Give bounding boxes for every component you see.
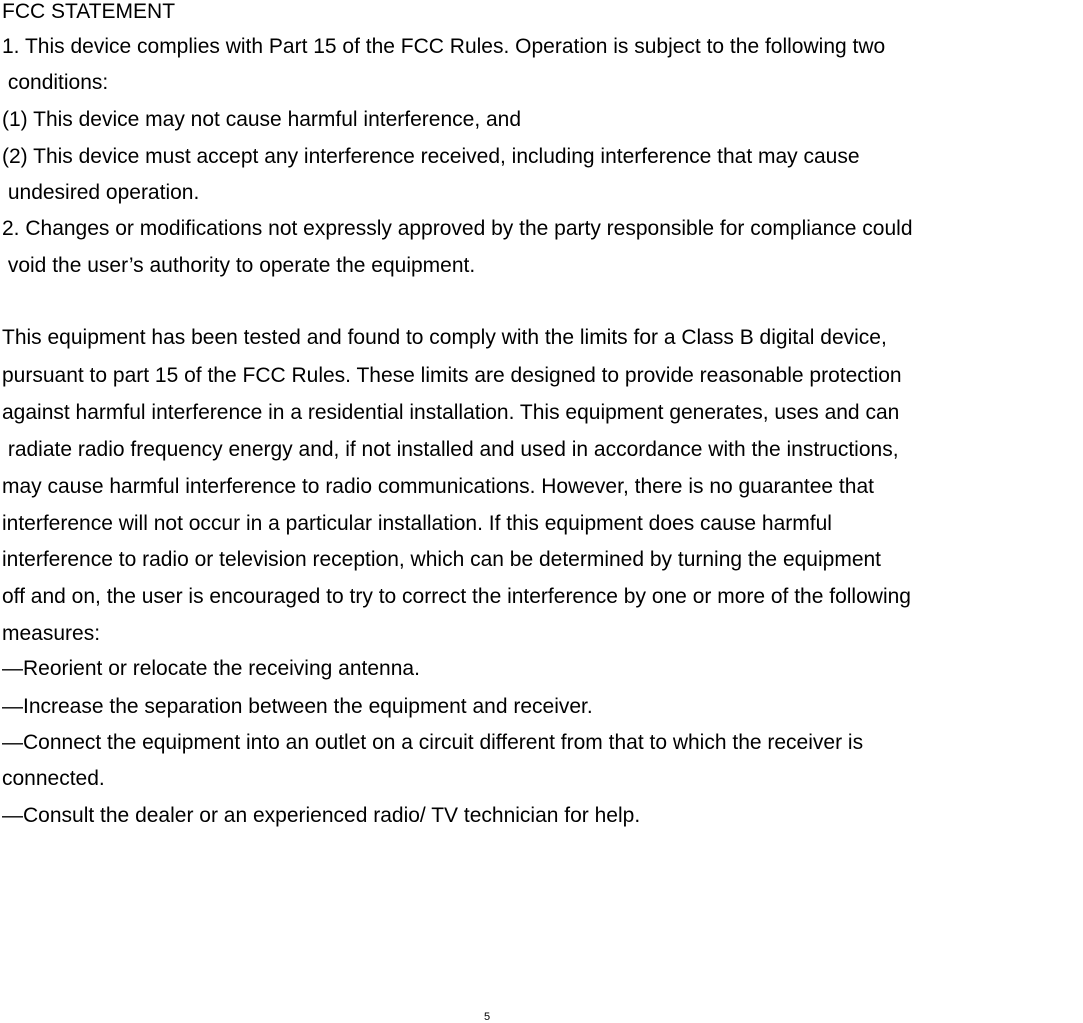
page-number: 5 xyxy=(484,1011,491,1023)
paragraph-line: pursuant to part 15 of the FCC Rules. These limits are designed to provide reasonable protection xyxy=(2,364,902,387)
paragraph-line: radiate radio frequency energy and, if not installed and used in accordance with the instructions, xyxy=(2,438,899,461)
statement-title: FCC STATEMENT xyxy=(2,0,176,23)
measure-item: —Consult the dealer or an experienced radio/ TV technician for help. xyxy=(2,804,641,827)
statement-line: 2. Changes or modifications not expressly approved by the party responsible for compliance could xyxy=(2,217,913,240)
paragraph-line: measures: xyxy=(2,622,101,645)
paragraph-line: interference will not occur in a particular installation. If this equipment does cause harmful xyxy=(2,512,832,535)
measure-item: —Reorient or relocate the receiving antenna. xyxy=(2,657,420,680)
statement-line: void the user’s authority to operate the equipment. xyxy=(2,254,476,277)
statement-line: (1) This device may not cause harmful interference, and xyxy=(2,108,522,131)
measure-item-continuation: connected. xyxy=(2,767,105,790)
paragraph-line: against harmful interference in a residential installation. This equipment generates, uses and can xyxy=(2,401,900,424)
statement-line: 1. This device complies with Part 15 of the FCC Rules. Operation is subject to the following two xyxy=(2,35,886,58)
paragraph-line: may cause harmful interference to radio communications. However, there is no guarantee that xyxy=(2,475,874,498)
paragraph-line: off and on, the user is encouraged to try to correct the interference by one or more of the following xyxy=(2,585,911,608)
statement-line: (2) This device must accept any interference received, including interference that may cause xyxy=(2,145,860,168)
statement-line: undesired operation. xyxy=(2,181,200,204)
measure-item: —Increase the separation between the equipment and receiver. xyxy=(2,695,593,718)
statement-line: conditions: xyxy=(2,71,109,94)
paragraph-line: interference to radio or television reception, which can be determined by turning the equipment xyxy=(2,548,882,571)
paragraph-line: This equipment has been tested and found to comply with the limits for a Class B digital device, xyxy=(2,326,887,349)
measure-item: —Connect the equipment into an outlet on a circuit different from that to which the receiver is xyxy=(2,731,864,754)
